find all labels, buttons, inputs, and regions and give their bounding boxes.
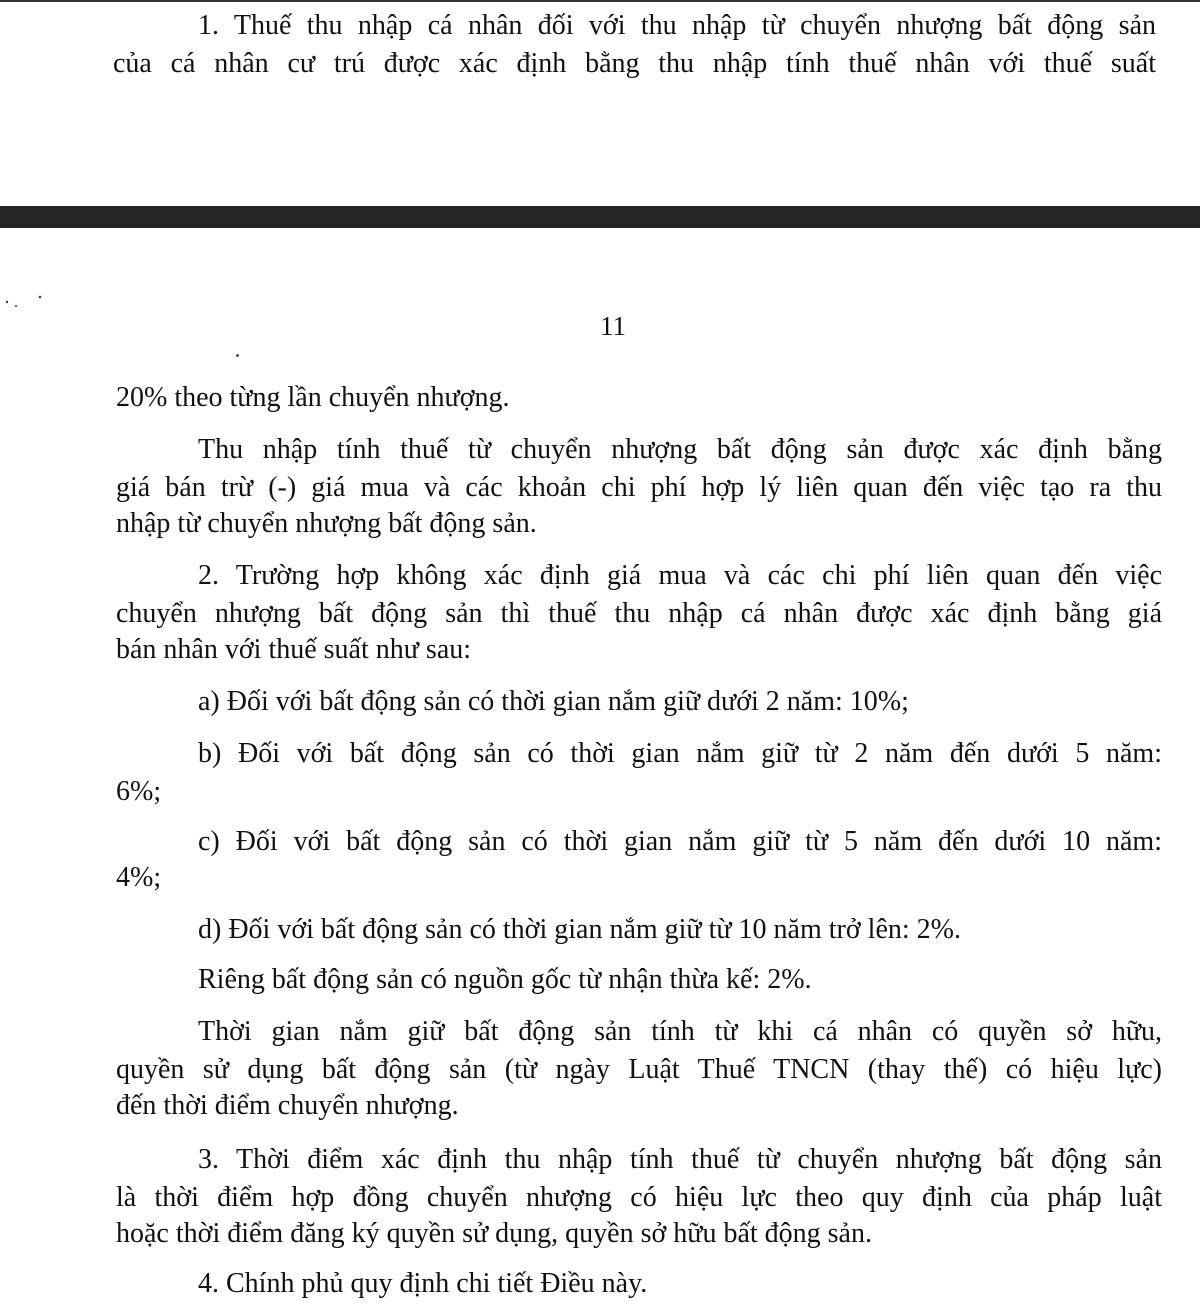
item-c-line-1: c) Đối với bất động sản có thời gian nắm giữ từ 5 năm đến dưới 10 năm: [198, 826, 1162, 857]
para-1-line-2: giá bán trừ (-) giá mua và các khoản chi phí hợp lý liên quan đến việc tạo ra thu [116, 472, 1162, 503]
scan-speck [4, 292, 44, 312]
para-3-line-1: Thời gian nắm giữ bất động sản tính từ khi cá nhân có quyền sở hữu, [198, 1016, 1162, 1047]
item-a: a) Đối với bất động sản có thời gian nắm giữ dưới 2 năm: 10%; [198, 686, 909, 717]
prev-page-line-2: của cá nhân cư trú được xác định bằng thu nhập tính thuế nhân với thuế suất [113, 48, 1156, 79]
item-b-line-2: 6%; [116, 776, 162, 807]
para-3-line-3: đến thời điểm chuyển nhượng. [116, 1090, 459, 1121]
para-1-line-3: nhập từ chuyển nhượng bất động sản. [116, 508, 537, 539]
para-1-line-1: Thu nhập tính thuế từ chuyển nhượng bất động sản được xác định bằng [198, 434, 1162, 465]
item-c-line-2: 4%; [116, 862, 162, 893]
top-border [0, 0, 1200, 2]
para-2-line-2: chuyển nhượng bất động sản thì thuế thu nhập cá nhân được xác định bằng giá [116, 598, 1162, 629]
line-continuation: 20% theo từng lần chuyển nhượng. [116, 382, 510, 413]
para-4-line-2: là thời điểm hợp đồng chuyển nhượng có hiệu lực theo quy định của pháp luật [116, 1182, 1162, 1213]
item-b-line-1: b) Đối với bất động sản có thời gian nắm giữ từ 2 năm đến dưới 5 năm: [198, 738, 1162, 769]
page-separator [0, 206, 1200, 228]
item-d: d) Đối với bất động sản có thời gian nắm giữ từ 10 năm trở lên: 2%. [198, 914, 961, 945]
inheritance-note: Riêng bất động sản có nguồn gốc từ nhận thừa kế: 2%. [198, 964, 812, 995]
para-2-line-3: bán nhân với thuế suất như sau: [116, 634, 472, 665]
para-4-line-1: 3. Thời điểm xác định thu nhập tính thuế từ chuyển nhượng bất động sản [198, 1144, 1162, 1175]
para-3-line-2: quyền sử dụng bất động sản (từ ngày Luật Thuế TNCN (thay thế) có hiệu lực) [116, 1054, 1162, 1085]
page-number: 11 [600, 311, 626, 341]
para-4-line-3: hoặc thời điểm đăng ký quyền sử dụng, quyền sở hữu bất động sản. [116, 1218, 872, 1249]
para-2-line-1: 2. Trường hợp không xác định giá mua và các chi phí liên quan đến việc [198, 560, 1162, 591]
scan-speck-2 [236, 354, 239, 357]
para-5: 4. Chính phủ quy định chi tiết Điều này. [198, 1268, 648, 1299]
prev-page-line-1: 1. Thuế thu nhập cá nhân đối với thu nhập từ chuyển nhượng bất động sản [198, 10, 1156, 41]
